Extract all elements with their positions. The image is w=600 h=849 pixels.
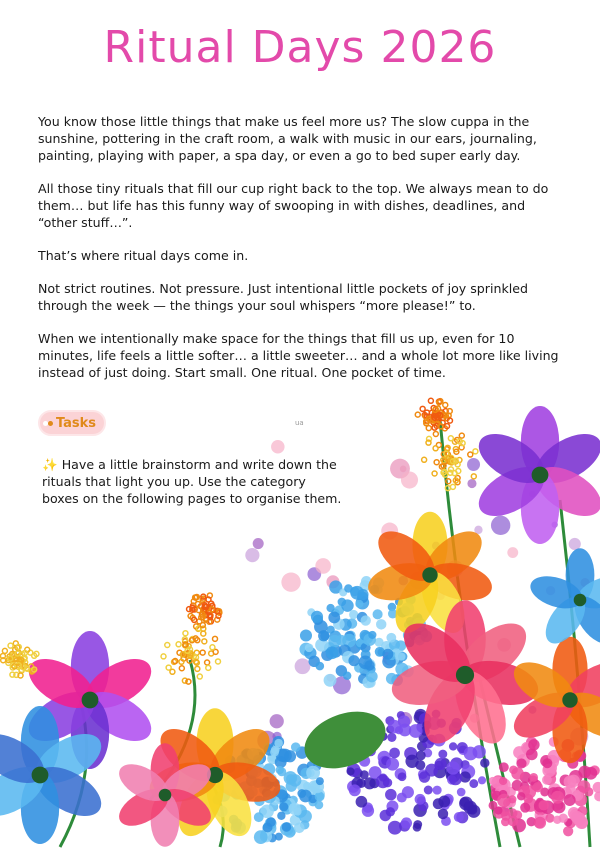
pompom-floret bbox=[183, 642, 188, 647]
dot bbox=[569, 538, 581, 550]
hydrangea-floret bbox=[578, 780, 591, 793]
hydrangea-floret bbox=[277, 767, 286, 776]
hydrangea-floret bbox=[324, 674, 337, 687]
hydrangea-floret bbox=[359, 656, 373, 670]
tasks-label: Tasks bbox=[55, 415, 97, 431]
dot bbox=[467, 458, 480, 471]
hydrangea-floret bbox=[529, 773, 538, 782]
flower-center bbox=[159, 789, 172, 802]
pompom-floret bbox=[448, 436, 453, 441]
dot bbox=[401, 471, 418, 488]
hydrangea-floret bbox=[387, 733, 396, 742]
hydrangea-floret bbox=[316, 777, 324, 785]
hydrangea-floret bbox=[355, 600, 363, 608]
hydrangea-floret bbox=[266, 817, 276, 827]
dot bbox=[315, 558, 331, 574]
hydrangea-floret bbox=[346, 767, 354, 775]
hydrangea-floret bbox=[578, 766, 591, 779]
hydrangea-floret bbox=[277, 812, 285, 820]
pompom-floret bbox=[206, 597, 211, 602]
hydrangea-floret bbox=[386, 758, 399, 771]
hydrangea-floret bbox=[254, 830, 268, 844]
pompom-floret bbox=[420, 406, 425, 411]
hydrangea-floret bbox=[397, 793, 407, 803]
flower-center bbox=[456, 666, 474, 684]
pompom-floret bbox=[415, 412, 420, 417]
intro-text bbox=[38, 113, 568, 397]
hydrangea-floret bbox=[385, 789, 397, 801]
pompom-floret bbox=[205, 660, 210, 665]
pompom-floret bbox=[433, 431, 438, 436]
hydrangea-floret bbox=[499, 777, 507, 785]
dot bbox=[253, 538, 264, 549]
paragraph: You know those little things that make us feel more us? The slow cuppa in the sunshine, pottering in the craft room, a walk with music in our ears, journaling, painting, playing with paper, a spa day, or even a go to bed super early day. bbox=[38, 114, 537, 163]
hydrangea-floret bbox=[376, 619, 386, 629]
dot bbox=[245, 548, 259, 562]
pompom-floret bbox=[176, 642, 181, 647]
flower-illustration bbox=[0, 380, 600, 849]
hydrangea-floret bbox=[373, 609, 383, 619]
hydrangea-floret bbox=[328, 612, 340, 624]
hydrangea-floret bbox=[478, 776, 486, 784]
pompom-floret bbox=[165, 642, 170, 647]
hydrangea-floret bbox=[254, 812, 264, 822]
dot bbox=[295, 658, 311, 674]
hydrangea-floret bbox=[291, 742, 300, 751]
hydrangea-floret bbox=[282, 822, 292, 832]
hydrangea-floret bbox=[593, 782, 600, 793]
hydrangea-floret bbox=[306, 766, 320, 780]
dot bbox=[281, 572, 300, 591]
pompom-floret bbox=[437, 400, 442, 405]
pompom-floret bbox=[195, 666, 200, 671]
hydrangea-floret bbox=[497, 794, 511, 808]
pompom-floret bbox=[213, 636, 218, 641]
dot bbox=[271, 440, 285, 454]
hydrangea-floret bbox=[499, 762, 509, 772]
hydrangea-floret bbox=[286, 780, 297, 791]
pompom-floret bbox=[446, 479, 451, 484]
flower-center bbox=[562, 692, 577, 707]
pompom-floret bbox=[187, 607, 192, 612]
pompom-floret bbox=[471, 474, 476, 479]
hydrangea-floret bbox=[480, 758, 489, 767]
flower-center bbox=[32, 767, 49, 784]
hydrangea-floret bbox=[469, 779, 478, 788]
hydrangea-floret bbox=[271, 746, 280, 755]
pompom-floret bbox=[2, 648, 7, 653]
paragraph: Not strict routines. Not pressure. Just intentional little pockets of joy sprinkled through the week — the things your soul whispers “more please!” to. bbox=[38, 281, 528, 313]
hydrangea-floret bbox=[275, 833, 283, 841]
hydrangea-floret bbox=[326, 646, 339, 659]
flower-center bbox=[532, 467, 549, 484]
hydrangea-floret bbox=[542, 758, 552, 768]
hydrangea-floret bbox=[438, 750, 447, 759]
hydrangea-floret bbox=[424, 786, 433, 795]
pompom-floret bbox=[447, 409, 452, 414]
hydrangea-floret bbox=[513, 746, 526, 759]
pompom-floret bbox=[201, 631, 206, 636]
hydrangea-floret bbox=[344, 584, 353, 593]
pompom-floret bbox=[186, 679, 191, 684]
hydrangea-floret bbox=[398, 772, 407, 781]
flower-center bbox=[422, 567, 437, 582]
hydrangea-floret bbox=[279, 802, 288, 811]
pompom-floret bbox=[432, 471, 437, 476]
hydrangea-floret bbox=[516, 758, 526, 768]
page-title: Ritual Days 2026 bbox=[103, 22, 497, 73]
hydrangea-floret bbox=[300, 629, 312, 641]
pompom-floret bbox=[468, 452, 473, 457]
hydrangea-floret bbox=[446, 761, 459, 774]
hydrangea-floret bbox=[534, 817, 546, 829]
hydrangea-floret bbox=[356, 796, 368, 808]
hydrangea-floret bbox=[539, 800, 549, 810]
pompom-floret bbox=[210, 645, 215, 650]
dot bbox=[507, 547, 518, 558]
pompom-floret bbox=[8, 643, 13, 648]
hydrangea-floret bbox=[397, 652, 405, 660]
hydrangea-floret bbox=[388, 720, 401, 733]
pompom-floret bbox=[450, 484, 455, 489]
hydrangea-floret bbox=[511, 767, 524, 780]
pompom-floret bbox=[459, 433, 464, 438]
hydrangea-floret bbox=[489, 777, 497, 785]
hydrangea-floret bbox=[326, 604, 334, 612]
hydrangea-floret bbox=[299, 790, 312, 803]
sparkle-icon: ✨ bbox=[42, 457, 58, 472]
bullet-icon bbox=[48, 421, 53, 426]
pompom-floret bbox=[200, 623, 205, 628]
hydrangea-floret bbox=[564, 794, 576, 806]
pompom-floret bbox=[183, 631, 188, 636]
hydrangea-floret bbox=[467, 805, 480, 818]
hydrangea-floret bbox=[305, 644, 314, 653]
hydrangea-floret bbox=[343, 672, 351, 680]
pompom-floret bbox=[448, 467, 453, 472]
hydrangea-floret bbox=[386, 633, 396, 643]
pompom-floret bbox=[195, 601, 200, 606]
hydrangea-floret bbox=[316, 662, 325, 671]
hydrangea-floret bbox=[328, 635, 341, 648]
paragraph: When we intentionally make space for the things that fill us up, even for 10 minutes, life feels a little softer… a little sweeter… and a whole lot more like living instead of just doing. Start small. One ritual. One pocket of time. bbox=[38, 331, 559, 380]
hydrangea-floret bbox=[357, 589, 368, 600]
hydrangea-floret bbox=[386, 807, 395, 816]
hydrangea-floret bbox=[294, 808, 302, 816]
hydrangea-floret bbox=[551, 791, 564, 804]
pompom-floret bbox=[200, 650, 205, 655]
hydrangea-floret bbox=[454, 812, 464, 822]
hydrangea-floret bbox=[563, 826, 573, 836]
hydrangea-floret bbox=[559, 814, 568, 823]
flower-center bbox=[82, 692, 99, 709]
tasks-text bbox=[42, 456, 342, 507]
pompom-floret bbox=[197, 674, 202, 679]
hydrangea-floret bbox=[494, 806, 502, 814]
hydrangea-floret bbox=[311, 611, 323, 623]
hydrangea-floret bbox=[318, 630, 329, 641]
hydrangea-floret bbox=[383, 778, 392, 787]
hydrangea-floret bbox=[457, 788, 466, 797]
pompom-floret bbox=[216, 613, 221, 618]
pompom-floret bbox=[428, 398, 433, 403]
pompom-floret bbox=[173, 659, 178, 664]
hydrangea-floret bbox=[294, 822, 305, 833]
pompom-floret bbox=[443, 402, 448, 407]
hydrangea-floret bbox=[438, 796, 450, 808]
hydrangea-floret bbox=[438, 809, 448, 819]
hydrangea-floret bbox=[401, 817, 412, 828]
pompom-floret bbox=[1, 658, 6, 663]
hydrangea-floret bbox=[389, 748, 400, 759]
dot bbox=[270, 714, 284, 728]
hydrangea-floret bbox=[368, 631, 376, 639]
flower-center bbox=[574, 594, 587, 607]
pompom-floret bbox=[445, 445, 450, 450]
hydrangea-floret bbox=[577, 818, 588, 829]
dot bbox=[491, 516, 510, 535]
hydrangea-floret bbox=[415, 794, 426, 805]
pompom-floret bbox=[18, 673, 23, 678]
hydrangea-floret bbox=[405, 755, 418, 768]
pompom-floret bbox=[179, 666, 184, 671]
pompom-floret bbox=[433, 446, 438, 451]
pompom-floret bbox=[206, 665, 211, 670]
hydrangea-floret bbox=[520, 803, 530, 813]
hydrangea-floret bbox=[594, 791, 600, 801]
pompom-floret bbox=[422, 457, 427, 462]
hydrangea-floret bbox=[435, 758, 447, 770]
pompom-floret bbox=[434, 460, 439, 465]
dot bbox=[467, 479, 476, 488]
hydrangea-floret bbox=[341, 599, 353, 611]
hydrangea-floret bbox=[433, 786, 442, 795]
paragraph: All those tiny rituals that fill our cup right back to the top. We always mean to do them… but life has this funny way of swooping in with dishes, deadlines, and “other stuff…”. bbox=[38, 181, 549, 230]
hydrangea-floret bbox=[533, 782, 543, 792]
tasks-description: Have a little brainstorm and write down the rituals that light you up. Use the category boxes on the following pages to organise them. bbox=[42, 457, 342, 506]
hydrangea-floret bbox=[517, 792, 525, 800]
hydrangea-floret bbox=[382, 649, 393, 660]
hydrangea-floret bbox=[413, 823, 422, 832]
pompom-floret bbox=[215, 659, 220, 664]
pompom-floret bbox=[10, 672, 15, 677]
paragraph: That’s where ritual days come in. bbox=[38, 248, 249, 263]
small-mark: ua bbox=[295, 419, 304, 427]
hydrangea-floret bbox=[473, 745, 486, 758]
hydrangea-floret bbox=[360, 615, 370, 625]
pompom-floret bbox=[447, 418, 452, 423]
hydrangea-floret bbox=[526, 749, 538, 761]
hydrangea-floret bbox=[349, 784, 361, 796]
hydrangea-floret bbox=[366, 671, 378, 683]
tasks-badge bbox=[38, 410, 106, 436]
hydrangea-floret bbox=[449, 742, 457, 750]
pompom-floret bbox=[194, 660, 199, 665]
hydrangea-floret bbox=[501, 818, 510, 827]
hydrangea-floret bbox=[409, 724, 423, 738]
hydrangea-floret bbox=[545, 814, 554, 823]
hydrangea-floret bbox=[419, 771, 430, 782]
hydrangea-floret bbox=[348, 655, 359, 666]
hydrangea-floret bbox=[528, 739, 539, 750]
pompom-floret bbox=[170, 669, 175, 674]
pompom-floret bbox=[161, 654, 166, 659]
pompom-floret bbox=[473, 449, 478, 454]
pompom-floret bbox=[202, 639, 207, 644]
